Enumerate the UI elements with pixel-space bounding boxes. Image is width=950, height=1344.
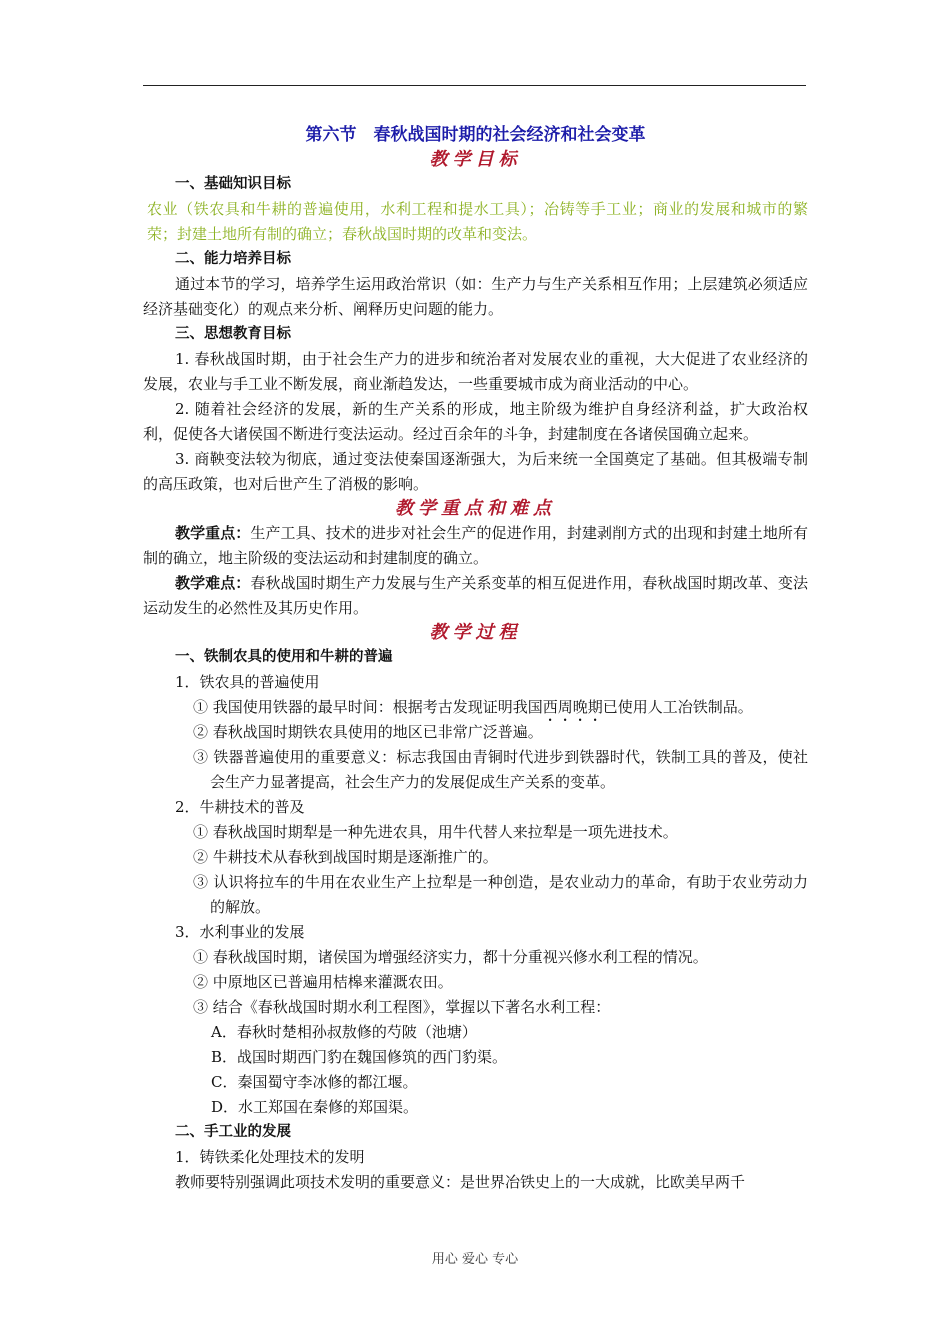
section-heading-key-points: 教学重点和难点 bbox=[395, 498, 556, 519]
page-footer: 用心 爱心 专心 bbox=[431, 1252, 519, 1267]
irrigation-item-1: ① 春秋战国时期，诸侯国为增强经济实力，都十分重视兴修水利工程的情况。 bbox=[193, 948, 708, 966]
iron-item-3: ③ 铁器普遍使用的重要意义：标志我国由青铜时代进步到铁器时代，铁制工具的普及，使社会生产力显著提高，社会生产力的发展促成生产关系的变革。 bbox=[193, 748, 808, 791]
irrigation-item-2: ② 中原地区已普遍用桔槔来灌溉农田。 bbox=[193, 973, 453, 991]
thought-item-3: 3. 商鞅变法较为彻底，通过变法使秦国逐渐强大，为后来统一全国奠定了基础。但其极端专制的高压政策，也对后世产生了消极的影响。 bbox=[143, 450, 808, 493]
project-d: D．水工郑国在秦修的郑国渠。 bbox=[211, 1098, 419, 1116]
iron-item-1-emphasis: 西周晚期 bbox=[542, 698, 603, 716]
knowledge-heading: 一、基础知识目标 bbox=[175, 176, 291, 192]
subheading-ox-plough: 2．牛耕技术的普及 bbox=[175, 798, 305, 816]
project-a: A．春秋时楚相孙叔敖修的芍陂（池塘） bbox=[211, 1023, 477, 1041]
subheading-cast-iron: 1．铸铁柔化处理技术的发明 bbox=[175, 1148, 365, 1166]
thought-item-2: 2. 随着社会经济的发展，新的生产关系的形成，地主阶级为维护自身经济利益，扩大政治权利，促使各大诸侯国不断进行变法运动。经过百余年的斗争，封建制度在各诸侯国确立起来。 bbox=[143, 400, 808, 443]
teaching-focus bbox=[143, 521, 808, 571]
teaching-focus-label: 教学重点： bbox=[175, 524, 251, 542]
teaching-difficulty-label: 教学难点： bbox=[175, 574, 251, 592]
knowledge-text: 农业（铁农具和牛耕的普遍使用，水利工程和提水工具）；冶铸等手工业；商业的发展和城市的繁荣；封建土地所有制的确立；春秋战国时期的改革和变法。 bbox=[147, 200, 808, 243]
project-b: B．战国时期西门豹在魏国修筑的西门豹渠。 bbox=[211, 1048, 508, 1066]
ability-heading: 二、能力培养目标 bbox=[175, 251, 291, 267]
iron-item-2: ② 春秋战国时期铁农具使用的地区已非常广泛普遍。 bbox=[193, 723, 543, 741]
section-heading-goals: 教学目标 bbox=[429, 149, 522, 170]
section-heading-process: 教学过程 bbox=[429, 622, 522, 643]
iron-item-1 bbox=[143, 695, 808, 720]
teaching-difficulty bbox=[143, 571, 808, 621]
plough-item-3: ③ 认识将拉车的牛用在农业生产上拉犁是一种创造，是农业动力的革命，有助于农业劳动力的解放。 bbox=[193, 873, 808, 916]
iron-item-1-post: 已使用人工冶铁制品。 bbox=[602, 698, 753, 716]
subheading-iron-tools: 1．铁农具的普遍使用 bbox=[175, 673, 320, 691]
part2-heading: 二、手工业的发展 bbox=[175, 1124, 291, 1140]
plough-item-2: ② 牛耕技术从春秋到战国时期是逐渐推广的。 bbox=[193, 848, 498, 866]
part1-heading: 一、铁制农具的使用和牛耕的普遍 bbox=[175, 649, 393, 665]
teaching-difficulty-text: 春秋战国时期生产力发展与生产关系变革的相互促进作用，春秋战国时期改革、变法运动发生的必然性及其历史作用。 bbox=[143, 574, 808, 617]
thought-heading: 三、思想教育目标 bbox=[175, 326, 291, 342]
teaching-focus-text: 生产工具、技术的进步对社会生产的促进作用，封建剥削方式的出现和封建土地所有制的确立，地主阶级的变法运动和封建制度的确立。 bbox=[143, 524, 808, 567]
iron-item-1-pre: ① 我国使用铁器的最早时间：根据考古发现证明我国 bbox=[193, 698, 543, 716]
irrigation-item-3: ③ 结合《春秋战国时期水利工程图》，掌握以下著名水利工程： bbox=[193, 998, 611, 1016]
document-body bbox=[143, 122, 808, 1195]
thought-item-1: 1. 春秋战国时期，由于社会生产力的进步和统治者对发展农业的重视，大大促进了农业经济的发展，农业与手工业不断发展，商业渐趋发达，一些重要城市成为商业活动的中心。 bbox=[143, 350, 808, 393]
ability-text: 通过本节的学习，培养学生运用政治常识（如：生产力与生产关系相互作用；上层建筑必须适应经济基础变化）的观点来分析、阐释历史问题的能力。 bbox=[143, 275, 808, 318]
subheading-irrigation: 3．水利事业的发展 bbox=[175, 923, 305, 941]
cast-iron-text: 教师要特别强调此项技术发明的重要意义：是世界冶铁史上的一大成就，比欧美早两千 bbox=[175, 1173, 746, 1191]
header-rule bbox=[143, 85, 806, 86]
page-title: 第六节 春秋战国时期的社会经济和社会变革 bbox=[305, 125, 646, 145]
project-c: C．秦国蜀守李冰修的都江堰。 bbox=[211, 1073, 418, 1091]
plough-item-1: ① 春秋战国时期犁是一种先进农具，用牛代替人来拉犁是一项先进技术。 bbox=[193, 823, 678, 841]
